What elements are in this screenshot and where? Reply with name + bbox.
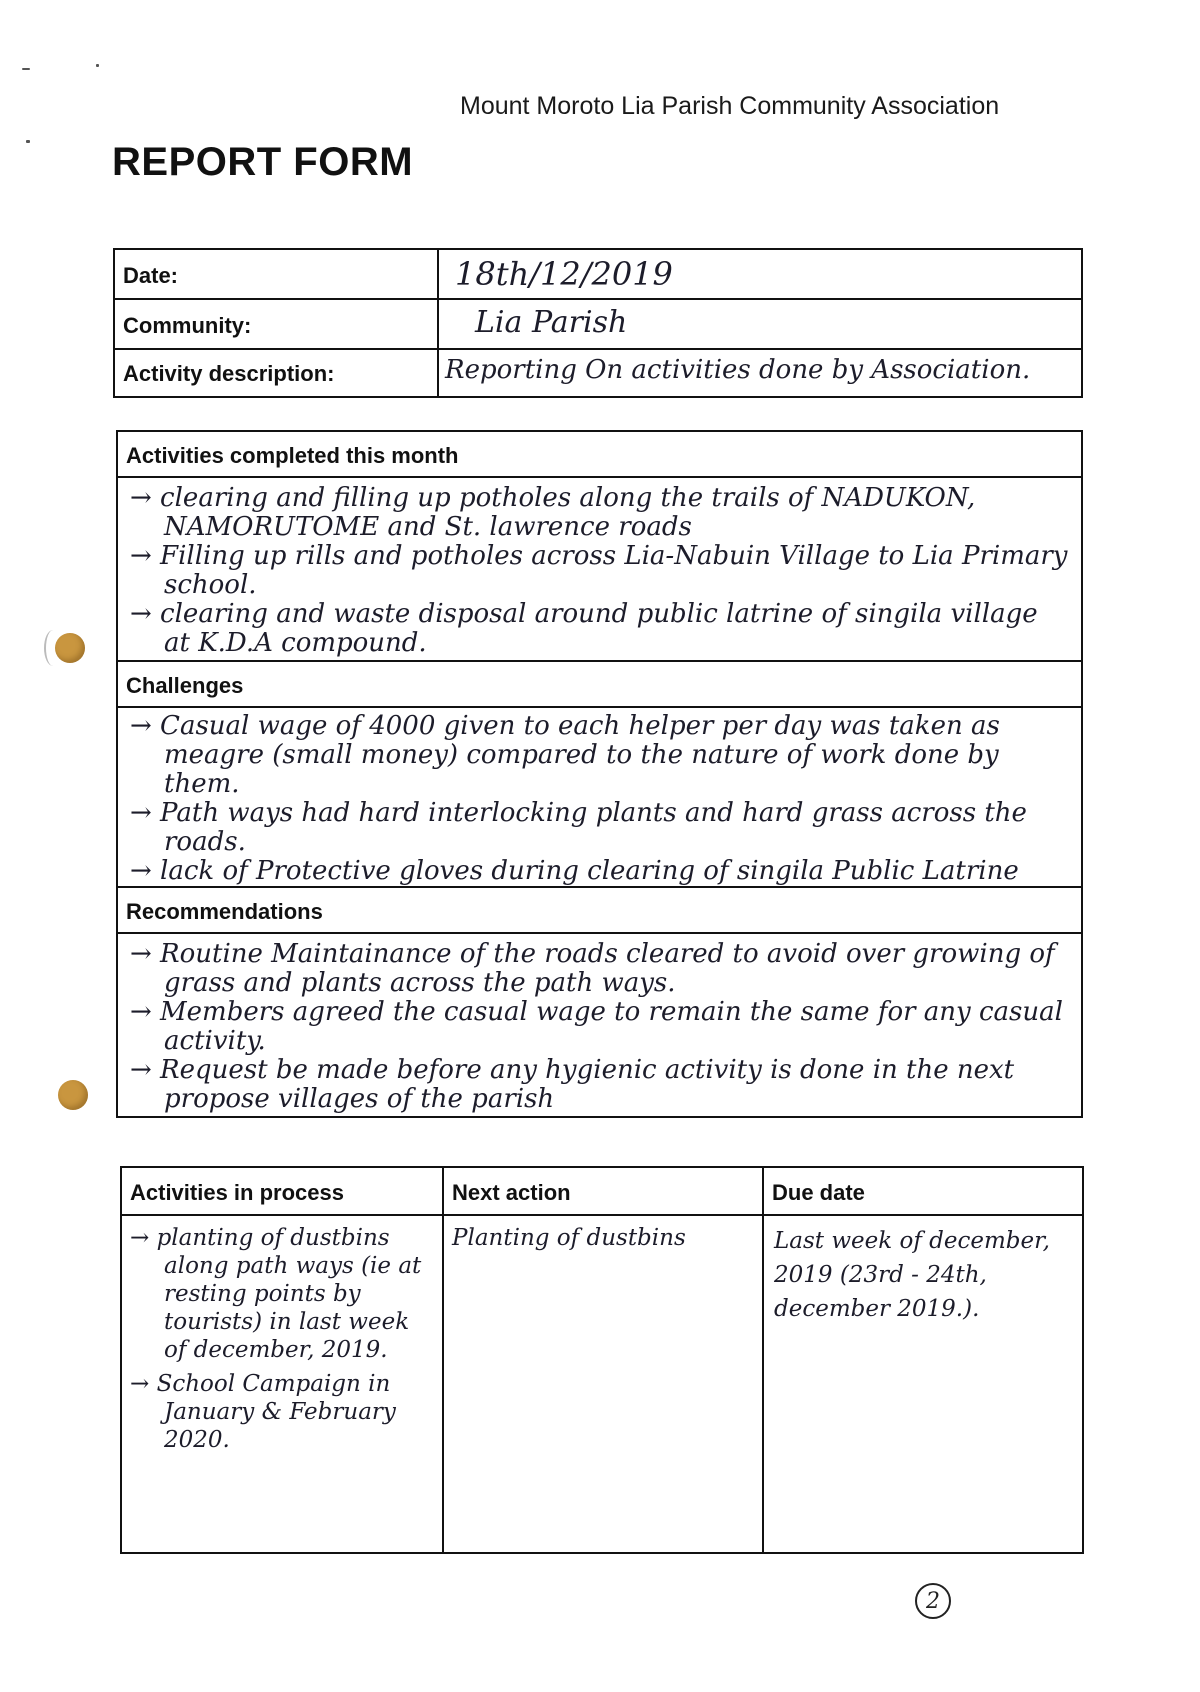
activities-completed-body bbox=[118, 478, 1081, 662]
next-action-label: Next action bbox=[452, 1180, 571, 1205]
due-date-value: Last week of december, 2019 (23rd - 24th, december 2019.). bbox=[774, 1228, 1050, 1322]
challenges-label: Challenges bbox=[126, 673, 244, 698]
recommendations-body bbox=[118, 934, 1081, 1116]
list-item: → Request be made before any hygienic activity is done in the next propose villages of the parish bbox=[130, 1055, 1015, 1114]
due-date-label: Due date bbox=[772, 1180, 865, 1205]
date-row bbox=[115, 250, 1081, 300]
scan-speck bbox=[26, 140, 30, 143]
activity-description-value: Reporting On activities done by Association. bbox=[445, 355, 1031, 385]
challenges-header bbox=[118, 662, 1081, 708]
list-item: → Routine Maintainance of the roads cleared to avoid over growing of grass and plants across the path ways. bbox=[130, 939, 1055, 998]
community-value: Lia Parish bbox=[475, 305, 628, 340]
list-item: → School Campaign in January & February 2020. bbox=[130, 1371, 396, 1453]
community-row bbox=[115, 300, 1081, 350]
list-item: → Members agreed the casual wage to remain the same for any casual activity. bbox=[130, 997, 1063, 1056]
challenges-body bbox=[118, 708, 1081, 888]
next-action-value: Planting of dustbins bbox=[452, 1225, 686, 1251]
challenges-list bbox=[130, 712, 1070, 886]
punch-hole bbox=[55, 633, 85, 663]
list-item: → Filling up rills and potholes across Lia-Nabuin Village to Lia Primary school. bbox=[130, 541, 1068, 600]
process-table-header-row bbox=[122, 1168, 1082, 1216]
activities-completed-header bbox=[118, 432, 1081, 478]
process-table-body-row bbox=[122, 1216, 1082, 1552]
activities-in-process-list bbox=[130, 1224, 435, 1454]
report-sections-table bbox=[116, 430, 1083, 1118]
date-label: Date: bbox=[123, 263, 179, 288]
form-title: REPORT FORM bbox=[112, 140, 414, 184]
list-item: → clearing and filling up potholes along the trails of NADUKON, NAMORUTOME and St. lawrence roads bbox=[130, 483, 976, 542]
activities-completed-label: Activities completed this month bbox=[126, 443, 459, 468]
list-item: → planting of dustbins along path ways (ie at resting points by tourists) in last week of december, 2019. bbox=[130, 1225, 422, 1363]
recommendations-label: Recommendations bbox=[126, 899, 323, 924]
activity-description-row bbox=[115, 350, 1081, 396]
recommendations-header bbox=[118, 888, 1081, 934]
date-value: 18th/12/2019 bbox=[455, 255, 673, 293]
activity-description-label: Activity description: bbox=[123, 361, 335, 386]
scan-speck bbox=[22, 68, 30, 70]
activities-completed-list bbox=[130, 484, 1070, 658]
header-table bbox=[113, 248, 1083, 398]
punch-hole bbox=[58, 1080, 88, 1110]
list-item: → Casual wage of 4000 given to each helper per day was taken as meagre (small money) compared to the nature of work done by them. bbox=[130, 711, 1000, 799]
community-label: Community: bbox=[123, 313, 252, 338]
scan-speck bbox=[96, 64, 99, 67]
activities-in-process-label: Activities in process bbox=[130, 1180, 344, 1205]
recommendations-list bbox=[130, 940, 1070, 1114]
list-item: → lack of Protective gloves during clearing of singila Public Latrine bbox=[130, 856, 1019, 886]
process-table bbox=[120, 1166, 1084, 1554]
list-item: → clearing and waste disposal around public latrine of singila village at K.D.A compound. bbox=[130, 599, 1038, 658]
list-item: → Path ways had hard interlocking plants and hard grass across the roads. bbox=[130, 798, 1027, 857]
organization-name: Mount Moroto Lia Parish Community Association bbox=[460, 92, 1000, 120]
page-number: 2 bbox=[915, 1583, 951, 1619]
